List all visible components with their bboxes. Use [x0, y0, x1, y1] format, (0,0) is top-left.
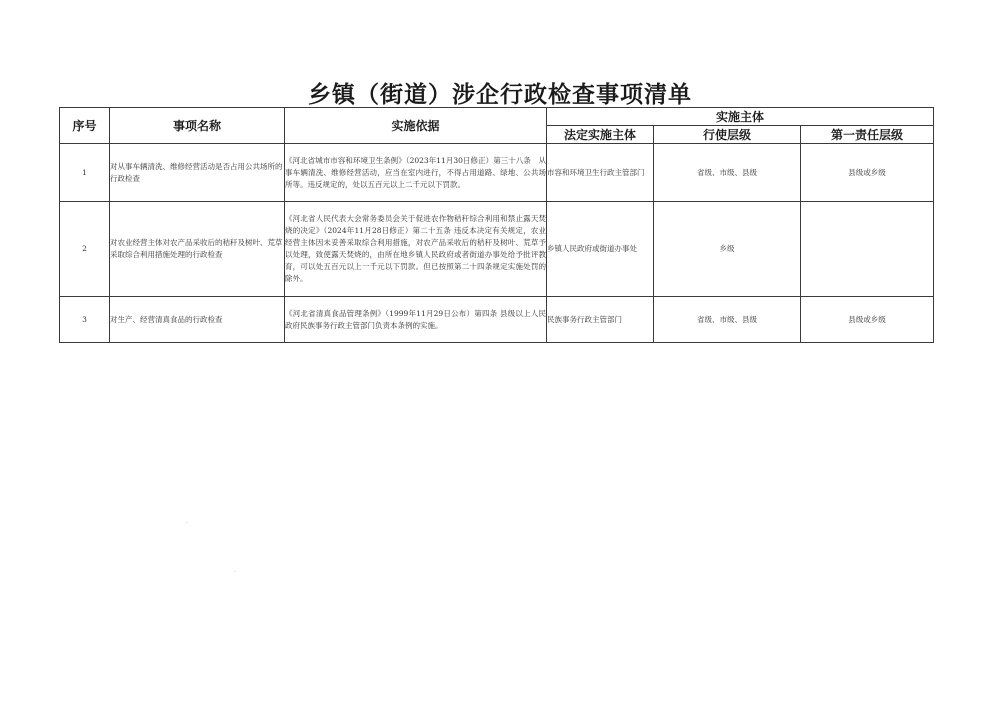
row-no: 1 — [60, 144, 110, 202]
row-first-level: 县级或乡级 — [801, 144, 934, 202]
row-level: 乡级 — [654, 202, 801, 297]
row-item-name: 对农业经营主体对农产品采收后的秸秆及树叶、荒草采取综合利用措施处理的行政检查 — [110, 202, 285, 297]
row-basis: 《河北省清真食品管理条例》（1999年11月29日公布）第四条 县级以上人民政府民族事务行政主管部门负责本条例的实施。 — [285, 297, 547, 343]
header-first-level: 第一责任层级 — [801, 126, 934, 144]
header-level: 行使层级 — [654, 126, 801, 144]
scan-speck: · — [186, 520, 188, 527]
row-item-name: 对从事车辆清洗、维修经营活动是否占用公共场所的行政检查 — [110, 144, 285, 202]
row-basis: 《河北省城市市容和环境卫生条例》（2023年11月30日修正）第三十八条 从事车辆清洗、维修经营活动，应当在室内进行，不得占用道路、绿地、公共场所等。违反规定的，处以五百元以上二千元以下罚款。 — [285, 144, 547, 202]
row-item-name: 对生产、经营清真食品的行政检查 — [110, 297, 285, 343]
row-first-level: 县级或乡级 — [801, 297, 934, 343]
row-level: 省级、市级、县级 — [654, 144, 801, 202]
row-legal-subject: 民族事务行政主管部门 — [547, 297, 654, 343]
row-first-level — [801, 202, 934, 297]
page-title: 乡镇（街道）涉企行政检查事项清单 — [308, 82, 692, 108]
table-header-row — [60, 108, 934, 126]
row-no: 2 — [60, 202, 110, 297]
row-legal-subject: 乡镇人民政府或街道办事处 — [547, 202, 654, 297]
scan-speck: · — [234, 569, 236, 576]
header-name: 事项名称 — [110, 108, 285, 144]
row-legal-subject: 市容和环境卫生行政主管部门 — [547, 144, 654, 202]
header-subject-group: 实施主体 — [547, 108, 934, 126]
header-no: 序号 — [60, 108, 110, 144]
header-legal-subject: 法定实施主体 — [547, 126, 654, 144]
inspection-table — [59, 107, 934, 343]
row-level: 省级、市级、县级 — [654, 297, 801, 343]
header-basis: 实施依据 — [285, 108, 547, 144]
table-row — [60, 297, 934, 343]
table-row — [60, 144, 934, 202]
row-basis: 《河北省人民代表大会常务委员会关于促进农作物秸秆综合利用和禁止露天焚烧的决定》（2024年11月28日修正）第二十五条 违反本决定有关规定，农业经营主体因未妥善采取综合利用措施，对农产品采收后的秸秆及树叶、荒草予以处理，致使露天焚烧的，由所在地乡镇人民政府或者街道办事处给予批评教育，可以处五百元以上一千元以下罚款。但已按照第二十四条规定实施处罚的除外。 — [285, 202, 547, 297]
row-no: 3 — [60, 297, 110, 343]
table-row — [60, 202, 934, 297]
